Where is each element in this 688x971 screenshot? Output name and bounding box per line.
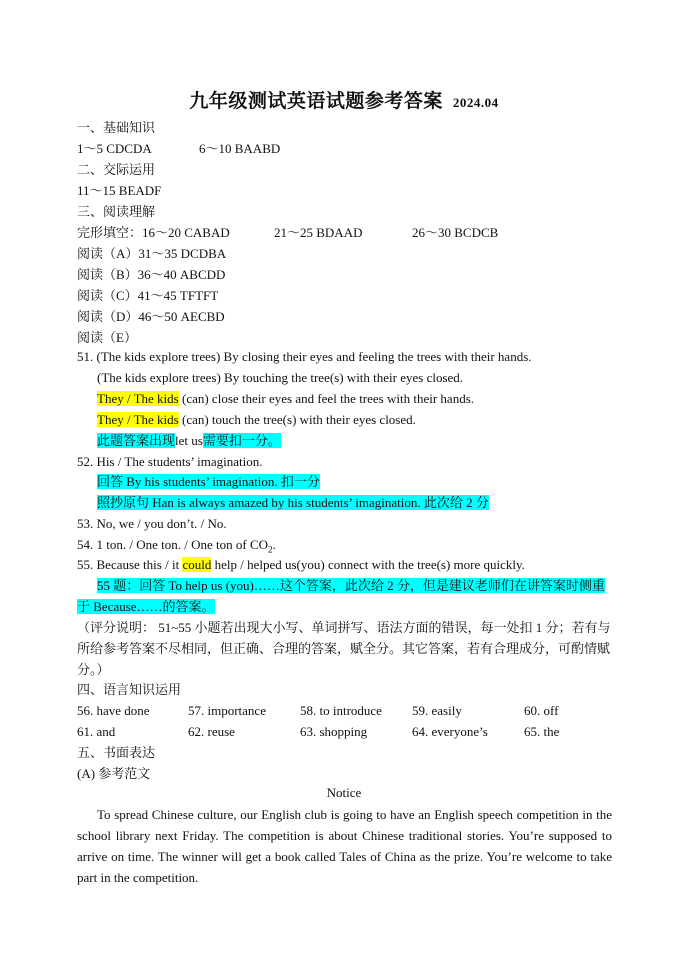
answer-57: 57. importance xyxy=(188,703,266,718)
q51-line3 xyxy=(97,390,474,408)
q52-note2-text: 照抄原句 Han is always amazed by his students’ imagination. 此次给 2 分 xyxy=(97,495,489,510)
answer-60: 60. off xyxy=(524,703,559,718)
q53: 53. No, we / you don’t. / No. xyxy=(77,516,227,531)
highlight-subject: They / The kids xyxy=(97,391,179,406)
answer-1-5: 1～5 CDCDA xyxy=(77,141,152,156)
q54-subscript: 2 xyxy=(268,544,273,555)
q52-note1-text: 回答 By his students’ imagination. 扣一分 xyxy=(97,474,320,489)
q52-note2 xyxy=(77,494,489,512)
q51-line1: 51. (The kids explore trees) By closing their eyes and feeling the trees with their hands. xyxy=(77,349,532,364)
note-part-c: 需要扣一分。 xyxy=(202,433,281,448)
q54-end: . xyxy=(272,537,276,552)
reading-a: 阅读（A）31～35 DCDBA xyxy=(77,246,227,261)
q51-line4 xyxy=(97,411,416,429)
q52-note1 xyxy=(97,473,320,491)
answer-6-10: 6～10 BAABD xyxy=(199,141,281,156)
reading-b: 阅读（B）36～40 ABCDD xyxy=(77,267,226,282)
q55-a: 55. Because this / it xyxy=(77,557,183,572)
notice-title: Notice xyxy=(326,785,362,800)
q54-text: 54. 1 ton. / One ton. / One ton of CO xyxy=(77,537,269,552)
answer-63: 63. shopping xyxy=(300,724,368,739)
answer-59: 59. easily xyxy=(412,703,462,718)
q55-b: help / helped us(you) connect with the tree(s) more quickly. xyxy=(211,557,525,572)
cloze-21-25: 21～25 BDAAD xyxy=(274,225,363,240)
answer-56: 56. have done xyxy=(77,703,150,718)
section5-subheading: (A) 参考范文 xyxy=(77,766,151,781)
section5-heading: 五、书面表达 xyxy=(77,745,156,760)
scoring-note: （评分说明： 51~55 小题若出现大小写、单词拼写、语法方面的错误，每一处扣 1 分；若有与所给参考答案不尽相同，但正确、合理的答案，赋全分。其它答案，若有合理成分，可酌情赋分。） xyxy=(77,620,611,677)
q51-line4-rest: (can) touch the tree(s) with their eyes closed. xyxy=(178,412,416,427)
q55-note xyxy=(77,575,612,617)
q51-line3-rest: (can) close their eyes and feel the trees with their hands. xyxy=(178,391,475,406)
answer-65: 65. the xyxy=(524,724,560,739)
section4-heading: 四、语言知识运用 xyxy=(77,682,182,697)
section2-heading: 二、交际运用 xyxy=(77,162,156,177)
note-part-b: let us xyxy=(175,433,203,448)
answer-62: 62. reuse xyxy=(188,724,235,739)
answer-11-15: 11～15 BEADF xyxy=(77,183,162,198)
q51-note xyxy=(97,432,281,450)
answer-58: 58. to introduce xyxy=(300,703,382,718)
section1-heading: 一、基础知识 xyxy=(77,120,156,135)
q51-line2: (The kids explore trees) By touching the tree(s) with their eyes closed. xyxy=(97,370,464,385)
reading-e: 阅读（E） xyxy=(77,330,137,345)
reading-c: 阅读（C）41～45 TFTFT xyxy=(77,288,219,303)
note-part-a: 此题答案出现 xyxy=(97,433,176,448)
highlight-subject: They / The kids xyxy=(97,412,179,427)
model-essay: To spread Chinese culture, our English club is going to have an English speech competition in the school library next Friday. The competition is about Chinese traditional stories. You’re supposed to arrive on time. The winner will get a book called Tales of China as the prize. You’re welcome to take part in the competition. xyxy=(77,807,612,885)
cloze-16-20: 完形填空：16～20 CABAD xyxy=(77,225,230,240)
q55-highlight: could xyxy=(182,557,212,572)
reading-d: 阅读（D）46～50 AECBD xyxy=(77,309,225,324)
section3-heading: 三、阅读理解 xyxy=(77,204,156,219)
cloze-26-30: 26～30 BCDCB xyxy=(412,225,499,240)
title-text: 九年级测试英语试题参考答案 xyxy=(189,91,443,112)
page-title xyxy=(0,86,688,113)
answer-64: 64. everyone’s xyxy=(412,724,488,739)
answer-61: 61. and xyxy=(77,724,116,739)
q52-line1: 52. His / The students’ imagination. xyxy=(77,454,263,469)
title-date: 2024.04 xyxy=(452,95,499,110)
q55 xyxy=(77,556,525,574)
q55-note-text: 55 题：回答 To help us (you)……这个答案，此次给 2 分，但是建议老师们在讲答案时侧重于 Because……的答案。 xyxy=(77,578,605,614)
